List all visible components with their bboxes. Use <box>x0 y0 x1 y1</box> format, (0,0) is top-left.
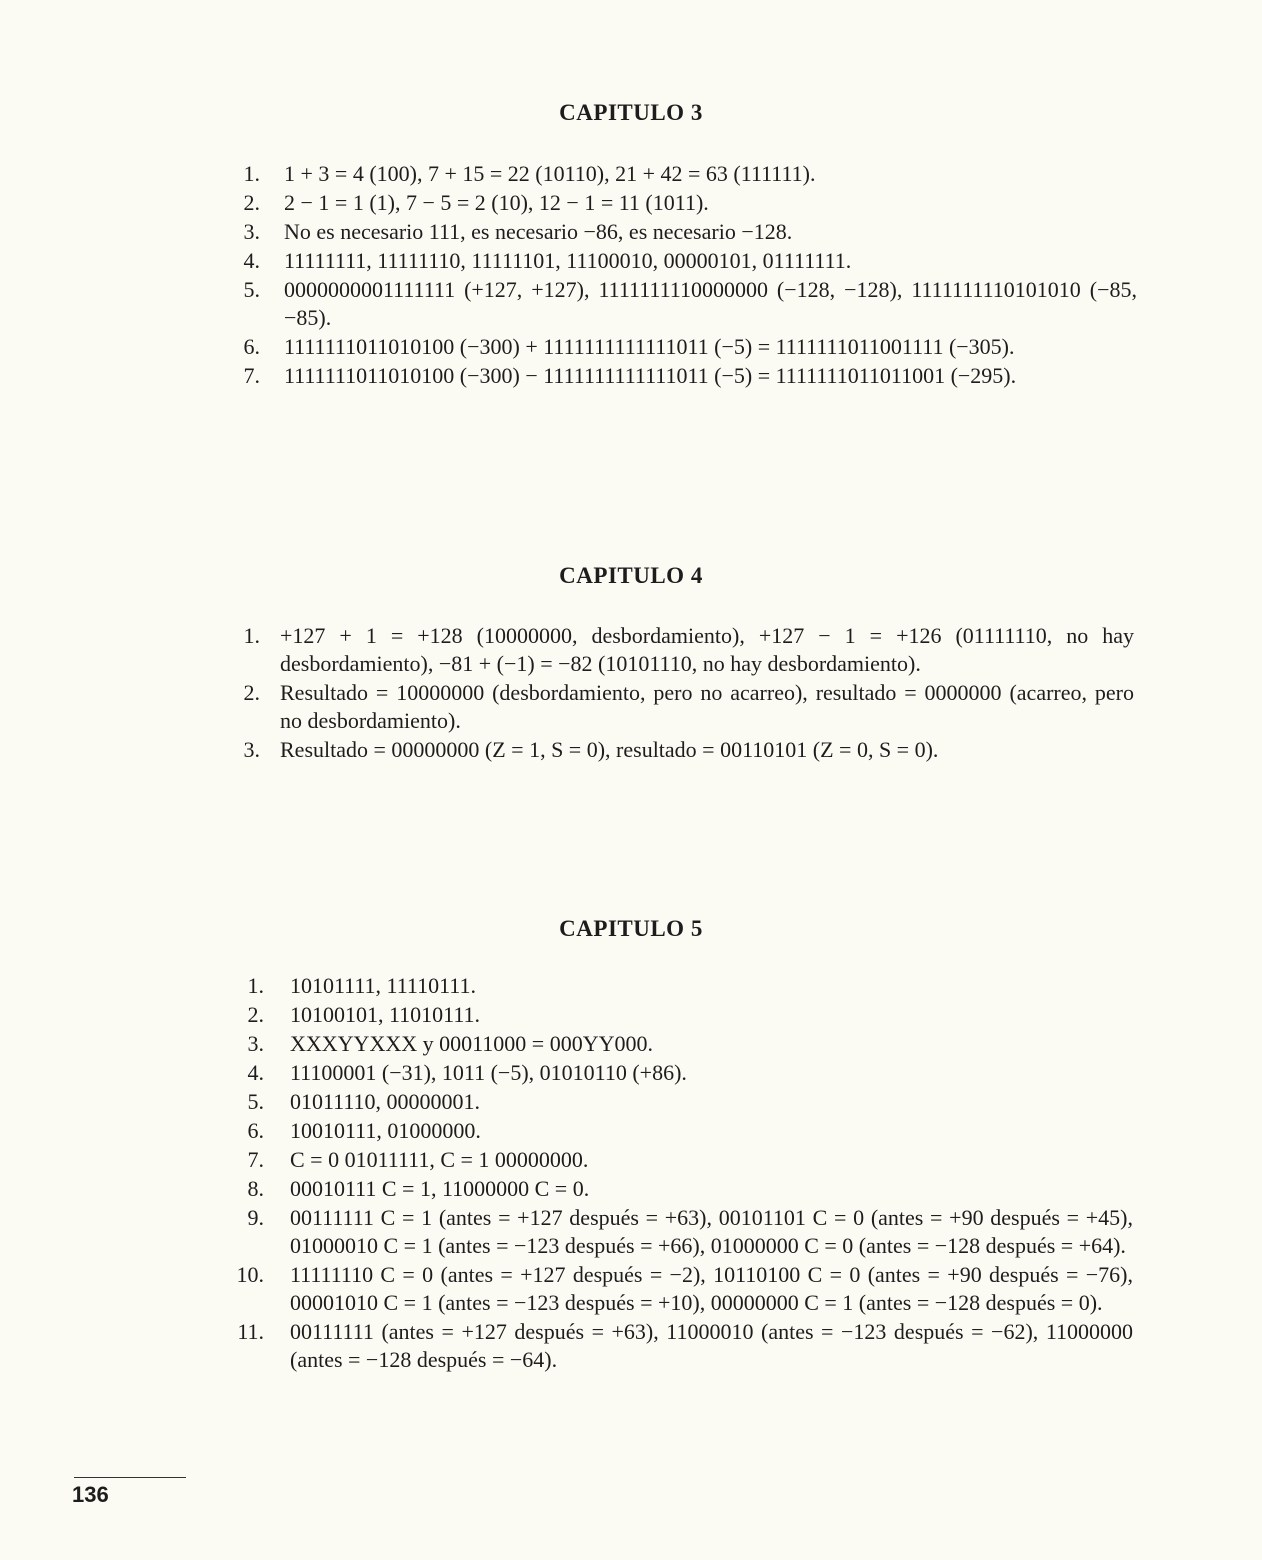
chapter-3-title: CAPITULO 3 <box>559 100 703 125</box>
answer-number: 5. <box>247 1089 264 1114</box>
answer-text: 10101111, 11110111. <box>290 973 476 998</box>
answer-number: 4. <box>243 248 260 273</box>
list-item <box>243 736 1134 764</box>
answer-text: C = 0 01011111, C = 1 00000000. <box>290 1147 589 1172</box>
chapter-4-answers <box>243 622 1134 765</box>
chapter-5-answers <box>236 972 1133 1375</box>
answer-number: 1. <box>243 623 260 648</box>
answer-number: 7. <box>243 363 260 388</box>
answer-text: 00010111 C = 1, 11000000 C = 0. <box>290 1176 590 1201</box>
answer-number: 11. <box>237 1319 264 1344</box>
answer-number: 3. <box>243 219 260 244</box>
answer-text: +127 + 1 = +128 (10000000, desbordamiento), +127 − 1 = +126 (01111110, no hay desbordamiento), −81 + (−1) = −82 (10101110, no hay desbordamiento). <box>280 623 1134 676</box>
answer-text: 01011110, 00000001. <box>290 1089 481 1114</box>
answer-number: 8. <box>247 1176 264 1201</box>
list-item <box>243 160 1137 188</box>
answer-text: 2 − 1 = 1 (1), 7 − 5 = 2 (10), 12 − 1 = 11 (1011). <box>284 190 709 215</box>
answer-text: 0000000001111111 (+127, +127), 1111111110000000 (−128, −128), 1111111110101010 (−85, −85). <box>284 277 1137 330</box>
list-item <box>243 247 1137 275</box>
chapter-4-title: CAPITULO 4 <box>559 563 703 588</box>
answer-text: 1111111011010100 (−300) + 1111111111111011 (−5) = 1111111011001111 (−305). <box>284 334 1015 359</box>
answer-number: 7. <box>247 1147 264 1172</box>
list-item <box>243 679 1134 735</box>
answer-number: 3. <box>247 1031 264 1056</box>
list-item <box>243 189 1137 217</box>
list-item <box>247 1088 1133 1116</box>
answer-number: 2. <box>243 190 260 215</box>
answer-number: 6. <box>243 334 260 359</box>
list-item <box>237 1318 1133 1374</box>
list-item <box>243 622 1134 678</box>
list-item <box>247 1059 1133 1087</box>
answer-text: Resultado = 00000000 (Z = 1, S = 0), resultado = 00110101 (Z = 0, S = 0). <box>280 737 939 762</box>
answer-text: XXXYYXXX y 00011000 = 000YY000. <box>290 1031 653 1056</box>
answer-text: 1111111011010100 (−300) − 1111111111111011 (−5) = 1111111011011001 (−295). <box>284 363 1017 388</box>
list-item <box>247 1175 1133 1203</box>
answer-text: Resultado = 10000000 (desbordamiento, pero no acarreo), resultado = 0000000 (acarreo, pero no desbordamiento). <box>280 680 1134 733</box>
answer-number: 3. <box>243 737 260 762</box>
answer-text: 00111111 C = 1 (antes = +127 después = +63), 00101101 C = 0 (antes = +90 después = +45), 01000010 C = 1 (antes = −123 después = +66), 01000000 C = 0 (antes = −128 después = +64). <box>290 1205 1133 1258</box>
list-item <box>243 218 1137 246</box>
answer-text: 11100001 (−31), 1011 (−5), 01010110 (+86). <box>290 1060 687 1085</box>
list-item <box>247 1146 1133 1174</box>
page-number: 136 <box>72 1482 109 1507</box>
list-item <box>243 362 1137 390</box>
chapter-5-title: CAPITULO 5 <box>559 916 703 941</box>
list-item <box>247 1001 1133 1029</box>
answer-text: 10010111, 01000000. <box>290 1118 481 1143</box>
list-item <box>243 276 1137 332</box>
answer-number: 1. <box>243 161 260 186</box>
list-item <box>247 1204 1133 1260</box>
answer-number: 1. <box>247 973 264 998</box>
answer-number: 4. <box>247 1060 264 1085</box>
answer-text: 1 + 3 = 4 (100), 7 + 15 = 22 (10110), 21 + 42 = 63 (111111). <box>284 161 816 186</box>
answer-number: 2. <box>243 680 260 705</box>
list-item <box>236 1261 1133 1317</box>
list-item <box>243 333 1137 361</box>
answer-number: 10. <box>236 1262 264 1287</box>
list-item <box>247 1030 1133 1058</box>
answer-number: 5. <box>243 277 260 302</box>
answer-number: 9. <box>247 1205 264 1230</box>
answer-text: 11111111, 11111110, 11111101, 11100010, 00000101, 01111111. <box>284 248 852 273</box>
answer-number: 2. <box>247 1002 264 1027</box>
answer-text: No es necesario 111, es necesario −86, es necesario −128. <box>284 219 793 244</box>
list-item <box>247 972 1133 1000</box>
answer-text: 00111111 (antes = +127 después = +63), 11000010 (antes = −123 después = −62), 11000000 (antes = −128 después = −64). <box>290 1319 1133 1372</box>
answer-text: 11111110 C = 0 (antes = +127 después = −2), 10110100 C = 0 (antes = +90 después = −76), 00001010 C = 1 (antes = −123 después = +10), 00000000 C = 1 (antes = −128 después = 0). <box>290 1262 1133 1315</box>
chapter-3-answers <box>243 160 1137 391</box>
list-item <box>247 1117 1133 1145</box>
answer-number: 6. <box>247 1118 264 1143</box>
answer-text: 10100101, 11010111. <box>290 1002 481 1027</box>
footer-rule <box>74 1477 186 1478</box>
